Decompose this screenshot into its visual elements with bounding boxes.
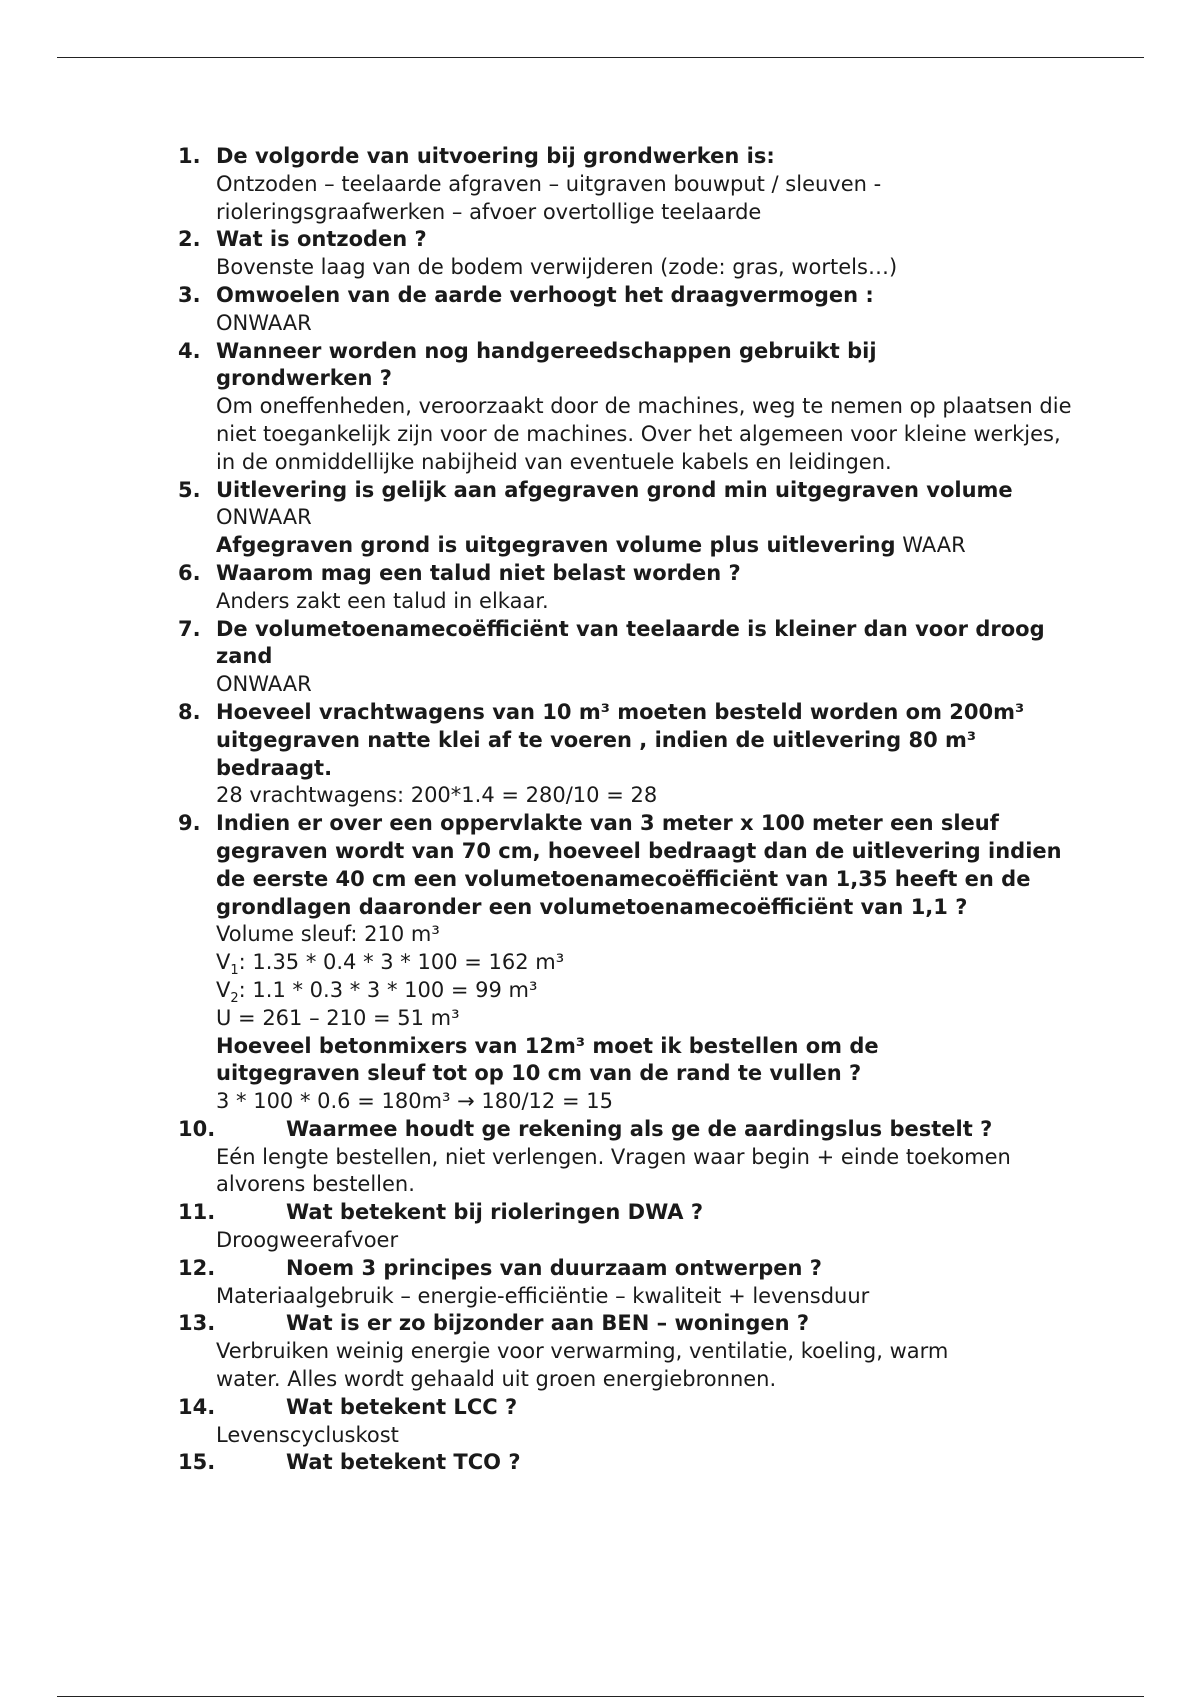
question: Noem 3 principes van duurzaam ontwerpen ? bbox=[286, 1255, 822, 1280]
list-item bbox=[178, 282, 1078, 338]
question: De volgorde van uitvoering bij grondwerken is: bbox=[216, 144, 775, 168]
statement: Afgegraven grond is uitgegraven volume plus uitlevering bbox=[216, 533, 896, 558]
answer-line: U = 261 – 210 = 51 m³ bbox=[216, 1005, 460, 1030]
item-number: 14. bbox=[178, 1394, 216, 1419]
question: Omwoelen van de aarde verhoogt het draagvermogen : bbox=[216, 282, 874, 307]
list-item bbox=[178, 1255, 1078, 1311]
variable-label: V bbox=[216, 950, 231, 975]
item-number: 5. bbox=[178, 477, 201, 502]
list-item bbox=[178, 1394, 1078, 1450]
item-number: 1. bbox=[178, 144, 201, 168]
list-item bbox=[178, 616, 1078, 699]
question: Wat betekent bij rioleringen DWA ? bbox=[286, 1200, 704, 1225]
variable-subscript: 1 bbox=[230, 963, 239, 979]
item-number: 12. bbox=[178, 1255, 216, 1280]
question: Uitlevering is gelijk aan afgegraven grond min uitgegraven volume bbox=[216, 477, 1013, 502]
list-item bbox=[178, 338, 1078, 477]
answer: Ontzoden – teelaarde afgraven – uitgraven bouwput / sleuven - rioleringsgraafwerken – afvoer overtollige teelaarde bbox=[216, 171, 882, 224]
list-item bbox=[178, 1116, 1078, 1199]
item-number: 10. bbox=[178, 1116, 216, 1141]
variable-subscript: 2 bbox=[230, 991, 239, 1007]
answer-line bbox=[216, 977, 1078, 1005]
variable-label: V bbox=[216, 977, 231, 1002]
item-number: 8. bbox=[178, 699, 201, 724]
sub-question: Hoeveel betonmixers van 12m³ moet ik bestellen om de uitgegraven sleuf tot op 10 cm van de rand te vullen ? bbox=[216, 1033, 879, 1086]
list-item bbox=[178, 1310, 1078, 1393]
list-item bbox=[178, 143, 1078, 226]
answer-line: Volume sleuf: 210 m³ bbox=[216, 922, 440, 947]
top-rule bbox=[57, 57, 1144, 58]
list-item bbox=[178, 560, 1078, 616]
question: Wat is ontzoden ? bbox=[216, 227, 427, 252]
question: Waarom mag een talud niet belast worden ? bbox=[216, 560, 741, 585]
answer: Om oneffenheden, veroorzaakt door de machines, weg te nemen op plaatsen die niet toegankelijk zijn voor de machines. Over het algemeen voor kleine werkjes, in de onmiddellijke nabijheid van eventuele kabels en leidingen. bbox=[216, 394, 1072, 474]
answer-line bbox=[216, 949, 1078, 977]
question: Wanneer worden nog handgereedschappen gebruikt bij grondwerken ? bbox=[216, 338, 877, 391]
question: Wat betekent LCC ? bbox=[286, 1394, 518, 1419]
bottom-rule bbox=[57, 1696, 1144, 1697]
item-number: 15. bbox=[178, 1450, 216, 1475]
statement-answer: WAAR bbox=[902, 533, 966, 558]
answer: ONWAAR bbox=[216, 672, 312, 697]
answer: Eén lengte bestellen, niet verlengen. Vragen waar begin + einde toekomen alvorens bestellen. bbox=[216, 1144, 1011, 1197]
answer: Verbruiken weinig energie voor verwarming, ventilatie, koeling, warm water. Alles wordt gehaald uit groen energiebronnen. bbox=[216, 1339, 949, 1392]
question: Hoeveel vrachtwagens van 10 m³ moeten besteld worden om 200m³ uitgegraven natte klei af te voeren , indien de uitlevering 80 m³ bedraagt. bbox=[216, 699, 1025, 780]
answer: Anders zakt een talud in elkaar. bbox=[216, 588, 549, 613]
list-item bbox=[178, 699, 1078, 810]
answer: Levenscycluskost bbox=[216, 1422, 399, 1447]
item-number: 2. bbox=[178, 227, 201, 252]
answer: ONWAAR bbox=[216, 505, 312, 530]
item-number: 4. bbox=[178, 338, 201, 363]
item-number: 6. bbox=[178, 560, 201, 585]
question: De volumetoenamecoëfficiënt van teelaarde is kleiner dan voor droog zand bbox=[216, 616, 1045, 669]
item-number: 3. bbox=[178, 282, 201, 307]
equation: : 1.35 * 0.4 * 3 * 100 = 162 m³ bbox=[238, 950, 565, 975]
question: Wat is er zo bijzonder aan BEN – woningen ? bbox=[286, 1311, 810, 1336]
item-number: 11. bbox=[178, 1200, 216, 1225]
question: Indien er over een oppervlakte van 3 meter x 100 meter een sleuf gegraven wordt van 70 cm, hoeveel bedraagt dan de uitlevering indien de eerste 40 cm een volumetoenamecoëfficiënt van 1,35 heeft en de grondlagen daaronder een volumetoenamecoëfficiënt van 1,1 ? bbox=[216, 811, 1062, 919]
answer: Materiaalgebruik – energie-efficiëntie – kwaliteit + levensduur bbox=[216, 1283, 870, 1308]
statement-line bbox=[216, 532, 1078, 560]
question: Waarmee houdt ge rekening als ge de aardingslus bestelt ? bbox=[286, 1116, 993, 1141]
list-item bbox=[178, 1199, 1078, 1255]
list-item bbox=[178, 226, 1078, 282]
list-item bbox=[178, 810, 1078, 1116]
sub-answer: 3 * 100 * 0.6 = 180m³ → 180/12 = 15 bbox=[216, 1089, 613, 1114]
item-number: 7. bbox=[178, 616, 201, 641]
answer: ONWAAR bbox=[216, 310, 312, 335]
item-number: 9. bbox=[178, 811, 201, 836]
qa-list bbox=[178, 143, 1078, 1477]
question: Wat betekent TCO ? bbox=[286, 1450, 521, 1475]
list-item bbox=[178, 1449, 1078, 1477]
answer: 28 vrachtwagens: 200*1.4 = 280/10 = 28 bbox=[216, 783, 658, 808]
equation: : 1.1 * 0.3 * 3 * 100 = 99 m³ bbox=[238, 977, 538, 1002]
item-number: 13. bbox=[178, 1311, 216, 1336]
answer: Droogweerafvoer bbox=[216, 1228, 399, 1253]
answer: Bovenste laag van de bodem verwijderen (zode: gras, wortels…) bbox=[216, 255, 898, 280]
list-item bbox=[178, 477, 1078, 560]
